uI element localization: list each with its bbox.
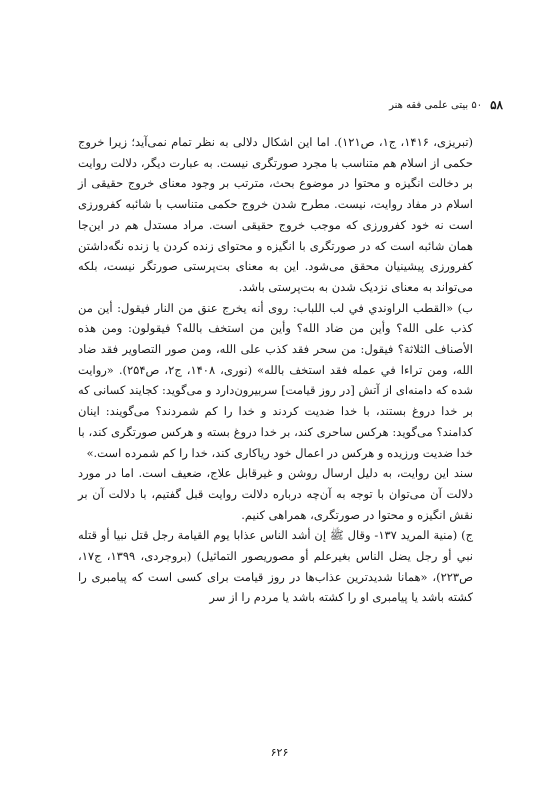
running-header: [56, 95, 503, 115]
paragraph-4: ج) (منية المريد ۱۳۷- وقال ﷺ إن أشد الناس عذابا يوم القيامة رجل قتل نبيا أو قتله نبي أو رجل يضل الناس بغيرعلم أو مصوريصور التماثيل) (بروجردی، ۱۳۹۹، ج۱۷، ص۲۲۳)، «همانا شدیدترین عذاب‌ها در روز قیامت برای کسی است که پیامبری را کشته باشد یا پیامبری او را کشته باشد یا مردم را از سر: [78, 528, 474, 605]
running-title: ۵۰ بیتی علمی فقه هنر: [389, 99, 483, 111]
paragraph-3: سند این روایت، به دلیل ارسال روشن و غیرقابل علاج، ضعیف است. اما در مورد دلالت آن می‌توان با توجه به آن‌چه درباره دلالت روایت قبل گفتیم، با دلالت آن بر نقش انگیزه و محتوا در صورتگری، همراهی کنیم.: [78, 466, 473, 522]
paragraph-1: (تبریزی، ۱۴۱۶، ج۱، ص۱۲۱). اما این اشکال دلالی به نظر تمام نمی‌آید؛ زیرا خروج حکمی از اسلام هم متناسب با مجرد صورتگری نیست. به عبارت دیگر، دلالت روایت بر دخالت انگیزه و محتوا در موضوع بحث، مترتب بر وجود معنای خروج حقیقی از اسلام در مفاد روایت، نیست. مطرح شدن خروج حکمی متناسب با شائبه کفرورزی است نه خود کفرورزی که موجب خروج حقیقی است. مراد مستدل هم در این‌جا همان شائبه است که در صورتگری با انگیزه و محتوای زنده کردن یا زنده نگه‌داشتن کفرورزی پیشینیان محقق می‌شود. این به معنای بت‌پرستی صورتگر نیست، بلکه می‌تواند به معنای نزدیک شدن به بت‌پرستی باشد.: [78, 135, 474, 294]
body-text: [78, 132, 473, 608]
header-page-number: ۵۸: [490, 98, 503, 112]
page-number: ۶۲۶: [270, 746, 289, 759]
paragraph-2: ب) «القطب الراوندي في لب اللباب: روى أنه يخرج عنق من النار فيقول: أين من كذب على الله؟ وأين من ضاد الله؟ وأين من استخف بالله؟ فيقولون: ومن هذه الأصناف الثلاثة؟ فيقول: من سحر فقد كذب على الله، ومن صور التصاوير فقد ضاد الله، ومن تراءا في عمله فقد استخف بالله» (نوری، ۱۴۰۸، ج۲، ص۲۵۴). «روایت شده که دامنه‌ای از آتش [در روز قیامت] سربیرون‌دارد و می‌گوید: کجایند کسانی که بر خدا دروغ بستند، با خدا ضدیت کردند و خدا را کم شمردند؟ می‌گویند: اینان کدامند؟ می‌گوید: هرکس ساحری کند، بر خدا دروغ بسته و هرکس صورتگری کند، با خدا ضدیت ورزیده و هرکس در اعمال خود ریاکاری کند، خدا را کم شمرده است.»: [78, 300, 473, 460]
